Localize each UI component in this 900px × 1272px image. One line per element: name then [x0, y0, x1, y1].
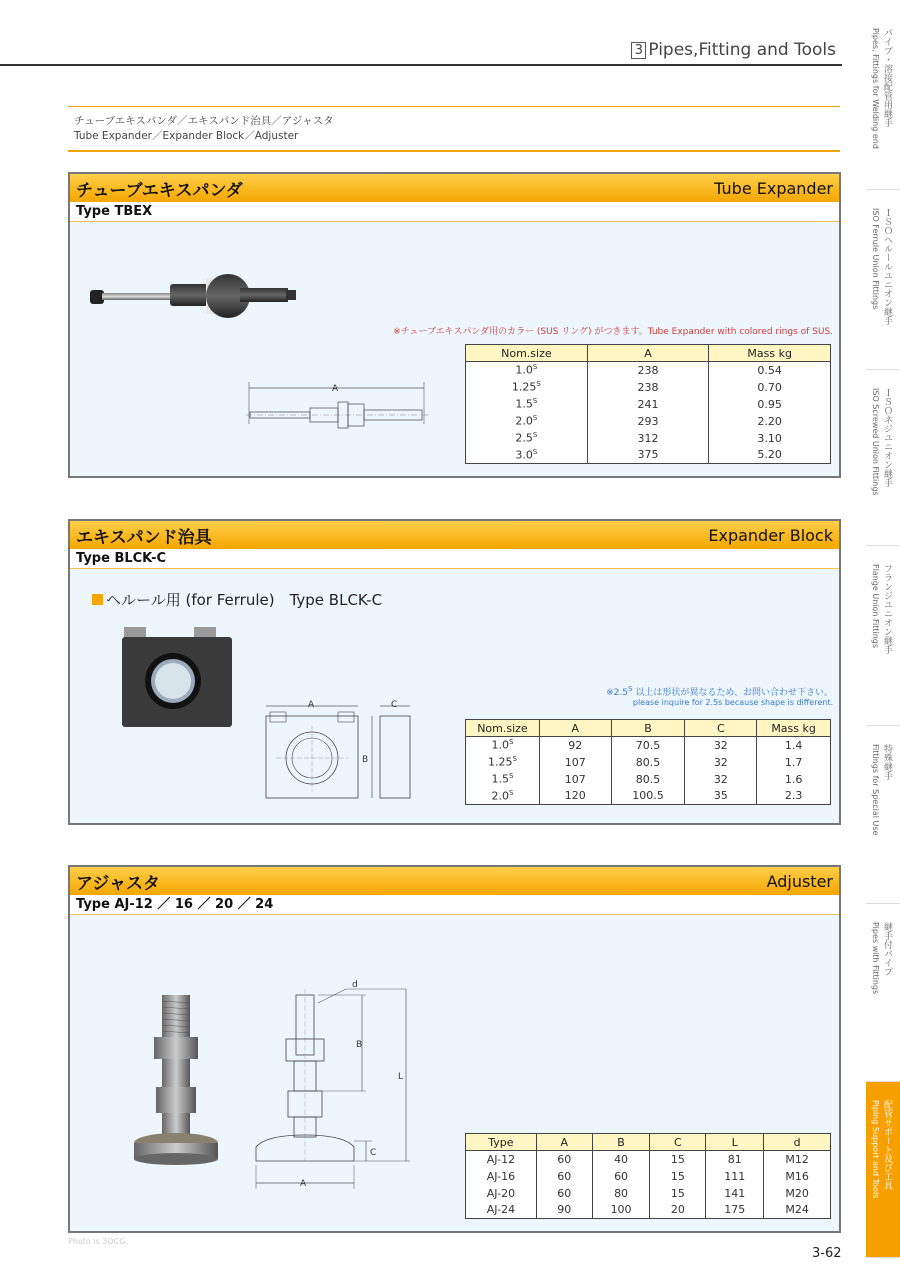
col-header: Nom.size — [466, 720, 540, 737]
table-cell: 111 — [706, 1168, 764, 1185]
table-cell: 40 — [592, 1151, 650, 1168]
breadcrumb-en: Tube Expander／Expander Block／Adjuster — [74, 130, 299, 142]
cell-nom-size — [466, 396, 588, 413]
table-cell: 175 — [706, 1202, 764, 1219]
ferrule-subheading — [92, 589, 382, 610]
side-tab-special[interactable] — [866, 726, 900, 904]
side-tab-label: ＩＳＯヘルールユニオン継手 — [882, 208, 892, 325]
table-row — [466, 362, 831, 379]
page-number: 3-62 — [812, 1246, 842, 1261]
cell-c: 32 — [685, 771, 757, 788]
cell-a: 312 — [587, 430, 709, 447]
expander-block-table — [465, 719, 831, 805]
size-value: 1.5 — [491, 772, 509, 786]
cell-nom-size — [466, 771, 540, 788]
size-value: 1.5 — [515, 397, 533, 411]
table-cell: M16 — [764, 1168, 831, 1185]
size-suffix: S — [532, 431, 538, 440]
cell-nom-size — [466, 413, 588, 430]
side-tab-label: フランジユニオン継手 — [882, 564, 892, 654]
footer-note: Photo is 3OCG. — [68, 1237, 129, 1246]
dim-b-label: B — [356, 1040, 363, 1050]
note-jp-sup: S — [628, 685, 633, 693]
size-value: 1.0 — [491, 739, 509, 753]
cell-nom-size — [466, 379, 588, 396]
cell-c: 32 — [685, 737, 757, 754]
cell-b: 70.5 — [611, 737, 685, 754]
size-value: 1.25 — [511, 380, 537, 394]
col-header: Mass kg — [709, 345, 831, 362]
side-tab-label: パイプ・溶接配管用継手 — [882, 28, 892, 127]
table-row — [466, 1151, 831, 1168]
table-header-row — [466, 1134, 831, 1151]
table-row — [466, 754, 831, 771]
orange-square-icon — [92, 594, 103, 605]
table-cell: 60 — [536, 1185, 592, 1202]
cell-a: 238 — [587, 379, 709, 396]
table-row — [466, 1202, 831, 1219]
col-header: L — [706, 1134, 764, 1151]
cell-a: 241 — [587, 396, 709, 413]
table-header-row — [466, 720, 831, 737]
dim-c-label: C — [370, 1148, 377, 1158]
dim-l-label: L — [398, 1072, 404, 1082]
section-title-en: Adjuster — [766, 871, 833, 891]
side-tab-label: 特殊継手 — [882, 744, 892, 780]
size-suffix: S — [508, 738, 514, 747]
section-expander-block — [68, 519, 841, 825]
cell-a: 238 — [587, 362, 709, 379]
expander-block-drawing — [260, 696, 420, 806]
side-tab-label-en: Fittings for Special Use — [871, 744, 880, 836]
ferrule-label: ヘルール用 (for Ferrule) Type BLCK-C — [106, 591, 383, 609]
size-suffix: S — [508, 788, 514, 797]
table-header-row — [466, 345, 831, 362]
col-header: A — [539, 720, 611, 737]
cell-mass: 0.54 — [709, 362, 831, 379]
col-header: d — [764, 1134, 831, 1151]
table-row — [466, 379, 831, 396]
expander-block-photo — [120, 625, 238, 729]
table-cell: AJ-16 — [466, 1168, 537, 1185]
side-tab-label-en: ISO Ferrule Union Fittings — [871, 208, 880, 310]
cell-mass: 5.20 — [709, 447, 831, 464]
adjuster-photo — [132, 993, 222, 1169]
size-suffix: S — [532, 414, 538, 423]
cell-nom-size — [466, 362, 588, 379]
tube-expander-photo — [90, 264, 300, 324]
cell-a: 375 — [587, 447, 709, 464]
side-tab-label: 配管サポート及び工具 — [882, 1100, 892, 1190]
table-cell: AJ-12 — [466, 1151, 537, 1168]
table-row — [466, 413, 831, 430]
section-header — [70, 521, 839, 549]
table-cell: 15 — [650, 1185, 706, 1202]
table-cell: M12 — [764, 1151, 831, 1168]
section-title-en: Expander Block — [708, 525, 833, 545]
page-header — [0, 36, 842, 66]
col-header: Type — [466, 1134, 537, 1151]
table-row — [466, 1185, 831, 1202]
size-value: 2.5 — [515, 431, 533, 445]
side-tab-label-en: Pipes with Fittings — [871, 922, 880, 995]
section-adjuster — [68, 865, 841, 1233]
cell-b: 80.5 — [611, 771, 685, 788]
section-title-jp: チューブエキスパンダ — [76, 180, 243, 201]
table-cell: 60 — [536, 1168, 592, 1185]
cell-mass: 3.10 — [709, 430, 831, 447]
cell-b: 80.5 — [611, 754, 685, 771]
dim-a-label: A — [300, 1179, 307, 1189]
table-cell: 80 — [592, 1185, 650, 1202]
side-tab-label-en: ISO Screwed Union Fittings — [871, 388, 880, 496]
section-tube-expander — [68, 172, 841, 478]
table-row — [466, 788, 831, 805]
cell-nom-size — [466, 430, 588, 447]
table-cell: 100 — [592, 1202, 650, 1219]
table-cell: M20 — [764, 1185, 831, 1202]
cell-nom-size — [466, 754, 540, 771]
table-cell: AJ-20 — [466, 1185, 537, 1202]
cell-a: 107 — [539, 771, 611, 788]
cell-nom-size — [466, 737, 540, 754]
table-cell: 60 — [592, 1168, 650, 1185]
table-cell: 15 — [650, 1151, 706, 1168]
adjuster-drawing — [246, 975, 446, 1195]
cell-mass: 0.70 — [709, 379, 831, 396]
cell-a: 107 — [539, 754, 611, 771]
side-tab-pipes[interactable] — [866, 10, 900, 190]
dim-a-label: A — [308, 700, 315, 710]
expander-block-note — [433, 685, 833, 707]
cell-mass: 1.7 — [757, 754, 831, 771]
tube-expander-note: ※チューブエキスパンダ用のカラー (SUS リング) がつきます。Tube Expander with colored rings of SUS. — [393, 327, 833, 337]
side-tab-label-en: Pipes, Fittings for Welding end — [871, 28, 880, 149]
table-cell: 15 — [650, 1168, 706, 1185]
table-cell: 90 — [536, 1202, 592, 1219]
col-header: C — [650, 1134, 706, 1151]
dim-b-label: B — [362, 755, 369, 765]
side-tab-iso-ferrule[interactable] — [866, 190, 900, 370]
table-cell: 60 — [536, 1151, 592, 1168]
size-suffix: S — [532, 363, 538, 372]
side-tab-label-en: Flange Union Fittings — [871, 564, 880, 649]
cell-nom-size — [466, 447, 588, 464]
col-header: B — [611, 720, 685, 737]
table-row — [466, 771, 831, 788]
size-value: 3.0 — [515, 448, 533, 462]
table-cell: AJ-24 — [466, 1202, 537, 1219]
col-header: Nom.size — [466, 345, 588, 362]
cell-b: 100.5 — [611, 788, 685, 805]
size-suffix: S — [508, 772, 514, 781]
note-jp-prefix: ※2.5 — [606, 688, 629, 698]
table-row — [466, 430, 831, 447]
table-row — [466, 737, 831, 754]
dim-a-label: A — [332, 384, 339, 394]
size-suffix: S — [532, 447, 538, 456]
side-tab-piping-support[interactable] — [866, 1082, 900, 1258]
cell-c: 32 — [685, 754, 757, 771]
table-row — [466, 447, 831, 464]
cell-nom-size — [466, 788, 540, 805]
cell-mass: 1.4 — [757, 737, 831, 754]
table-row — [466, 1168, 831, 1185]
size-suffix: S — [536, 380, 541, 389]
note-jp-suffix: 以上は形状が異なるため、お問い合わせ下さい。 — [632, 688, 833, 698]
chapter-title — [631, 40, 836, 60]
section-type: Type BLCK-C — [70, 549, 839, 569]
size-suffix: S — [512, 755, 517, 764]
cell-a: 92 — [539, 737, 611, 754]
note-en: please inquire for 2.5s because shape is different. — [632, 698, 833, 707]
table-cell: 20 — [650, 1202, 706, 1219]
size-value: 1.0 — [515, 364, 533, 378]
cell-mass: 2.20 — [709, 413, 831, 430]
section-title-jp: エキスパンド治具 — [76, 527, 212, 548]
dim-c-label: C — [391, 700, 398, 710]
side-tab-label: 継手付パイプ — [882, 922, 892, 976]
table-cell: 141 — [706, 1185, 764, 1202]
section-header — [70, 174, 839, 202]
col-header: C — [685, 720, 757, 737]
cell-c: 35 — [685, 788, 757, 805]
side-tab-iso-screwed[interactable] — [866, 370, 900, 546]
cell-mass: 0.95 — [709, 396, 831, 413]
side-tab-label: ＩＳＯネジユニオン継手 — [882, 388, 892, 487]
cell-mass: 2.3 — [757, 788, 831, 805]
table-row — [466, 396, 831, 413]
col-header: A — [587, 345, 709, 362]
section-type: Type AJ-12 ／ 16 ／ 20 ／ 24 — [70, 895, 839, 915]
size-value: 2.0 — [515, 414, 533, 428]
tube-expander-table — [465, 344, 831, 464]
section-type: Type TBEX — [70, 202, 839, 222]
cell-mass: 1.6 — [757, 771, 831, 788]
size-value: 2.0 — [491, 789, 509, 803]
size-value: 1.25 — [487, 755, 513, 769]
table-cell: M24 — [764, 1202, 831, 1219]
section-title-jp: アジャスタ — [76, 873, 160, 894]
size-suffix: S — [532, 397, 538, 406]
cell-a: 120 — [539, 788, 611, 805]
breadcrumb — [68, 106, 840, 152]
chapter-title-text: Pipes,Fitting and Tools — [648, 40, 836, 60]
cell-a: 293 — [587, 413, 709, 430]
table-cell: 81 — [706, 1151, 764, 1168]
section-header — [70, 867, 839, 895]
dim-d-label: d — [352, 980, 358, 990]
col-header: A — [536, 1134, 592, 1151]
col-header: B — [592, 1134, 650, 1151]
chapter-number: 3 — [631, 42, 646, 59]
section-title-en: Tube Expander — [714, 178, 833, 198]
tube-expander-drawing — [244, 374, 434, 434]
side-tab-label-en: Piping Support and Tools — [871, 1100, 880, 1199]
adjuster-table — [465, 1133, 831, 1219]
col-header: Mass kg — [757, 720, 831, 737]
side-tab-pipes-with-fittings[interactable] — [866, 904, 900, 1082]
side-tab-flange[interactable] — [866, 546, 900, 726]
breadcrumb-jp: チューブエキスパンダ／エキスパンド治具／アジャスタ — [74, 115, 334, 127]
